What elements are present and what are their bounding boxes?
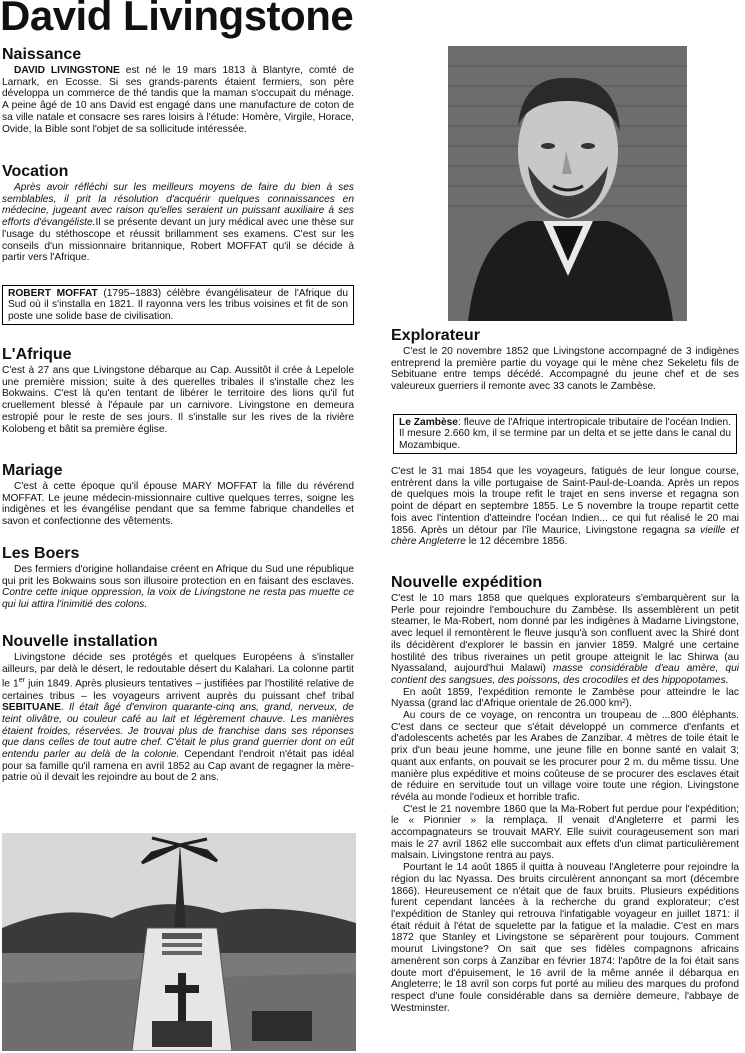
installation-sup: er <box>18 677 25 685</box>
section-installation <box>2 633 354 784</box>
installation-body-4: Cependant l'endroit n'était pas idéal pour sa famille qu'il ramena en avril 1852 au Cap avant de regagner la mère-patrie où il devait les rejoindre au bout de 2 ans. <box>2 749 354 784</box>
explorateur2-italic: sa vieille et chère Angleterre <box>391 524 739 548</box>
mariage-text: C'est à cette époque qu'il épouse MARY MOFFAT la fille du révérend MOFFAT. Le jeune médecin-missionnaire cultive quelques terres, soigne les indigènes et les évangélise pendant que sa femme fabrique chandelles et savon et confectionne des vêtements. <box>2 481 354 528</box>
zambese-text <box>399 417 731 451</box>
vocation-body: Il se présente devant un jury médical avec une thèse sur l'usage du stéthoscope et réussit brillamment ses examens. C'est sur les conseils d'un missionnaire britannique, Robert MOFFAT qu'il se décide à partir vers l'Afrique. <box>2 217 354 264</box>
zambese-body: : fleuve de l'Afrique intertropicale tributaire de l'océan Indien. Il mesure 2.660 km, il se termine par un delta et se jette dans le canal du Mozambique. <box>399 417 732 451</box>
zambese-name: Le Zambèse <box>399 417 458 428</box>
moffat-box <box>2 285 354 325</box>
zambese-box <box>393 414 737 454</box>
installation-bold: SEBITUANE <box>2 702 61 714</box>
moffat-name: ROBERT MOFFAT <box>8 288 98 299</box>
monument-photo <box>2 833 356 1051</box>
section-expedition <box>391 574 739 1014</box>
vocation-text <box>2 182 354 264</box>
expedition-p1 <box>391 593 739 687</box>
afrique-text: C'est à 27 ans que Livingstone débarque au Cap. Aussitôt il crée à Lepelole une première mission; suite à des querelles tribales il s'installe chez les Bokwains. C'est là qu'en tentant de libérer le territoire des lions qu'il fut cruellement blessé à l'épaule par un carnivore. Livingstone en demeura estropié pour le reste de ses jours. Il s'installe sur les rives de la rivière Kolobeng et bâtit sa première église. <box>2 365 354 435</box>
heading-vocation: Vocation <box>2 163 69 180</box>
monument-illustration <box>2 833 356 1051</box>
page-title: David Livingstone <box>0 0 354 39</box>
installation-italic: Il était âgé d'environ quarante-cinq ans, grand, nerveux, de teint olivâtre, ou couleur café au lait et légèrement chauve. Les manières étaient froides, réservées. Je trouvai plus de franchise dans ses réponses que dans celles de tout autre chef. C'était le plus grand guerrier dont on eût entendu parler au delà de la colonie. <box>2 702 354 761</box>
heading-naissance: Naissance <box>2 46 82 63</box>
installation-body-1: Livingstone décide ses protégés et quelques Européens à s'installer ailleurs, par delà le désert, le redoutable désert du Kalahari. La colonne partit le 1 <box>2 652 354 690</box>
naissance-body: est né le 19 mars 1813 à Blantyre, comté de Larnark, en Ecosse. Si ses grands-parents étaient fermiers, son père développa un commerce de thé tandis que la maman s'occupait du ménage. A peine âgé de 10 ans David est engagé dans une manufacture de coton de sa ville natale et consacre ses rares loisirs à l'étude: Homère, Virgile, Horace, Ovide, la Bible sont l'objet de sa sollicitude intéressée. <box>2 65 355 135</box>
portrait-image <box>448 46 687 321</box>
expedition-p4: C'est le 21 novembre 1860 que la Ma-Robert fut perdue pour l'expédition; le « Pionnier » la remplaça. Il venait d'Angleterre et parmi les accompagnateurs se trouvait MARY. Elle suivit courageusement son mari mais le 27 avril 1862 elle succombait aux effets d'un climat particulièrement malsain. Livingstone rentra au pays. <box>391 803 739 862</box>
explorateur2-body-1: C'est le 31 mai 1854 que les voyageurs, fatigués de leur longue course, entrèrent dans la ville portugaise de Saint-Paul-de-Loanda. Après un repos de quelques mois la troupe refit le trajet en sens inverse et regagna son point de départ en septembre 1855. Le 5 novembre la troupe repartit cette fois avec l'intention d'atteindre l'océan Indien... ce qui fut réalisé le 20 mai 1856. Après un détour par l'île Maurice, Livingstone regagna <box>391 466 739 536</box>
expedition-p5: Pourtant le 14 août 1865 il quitta à nouveau l'Angleterre pour rejoindre la région du lac Nyassa. Des bruits circulèrent annonçant sa mort (décembre 1866). Heureusement ce n'était que de faux bruits. Plusieurs expéditions furent cependant lancées à la recherche du grand explorateur; c'est l'expédition de Stanley qui retrouva l'infatigable voyageur en juillet 1871: il était réduit à l'état de squelette par la fatigue et la maladie. C'est en mars 1872 que Stanley et Livingstone se séparèrent pour toujours. Comment mourut Livingstone? On sait que ses fidèles compagnons africains amenèrent son corps à Zanzibar en février 1874: l'apôtre de la foi était sans doute mort d'épuisement, le 16 avril de la même année il débarqua en Angleterre; le 18 avril son corps fut porté au milieu des marques du profond respect d'une foule considérable dans sa dernière demeure, l'abbaye de Westminster. <box>391 862 739 1014</box>
boers-body: Des fermiers d'origine hollandaise créent en Afrique du Sud une république qui prit les Bokwains sous son illusoire protection en en faisant des esclaves. <box>2 564 354 587</box>
heading-expedition: Nouvelle expédition <box>391 574 543 591</box>
section-mariage <box>2 462 354 528</box>
expedition-p3: Au cours de ce voyage, on rencontra un troupeau de ...800 éléphants. C'est dans ce secteur que s'était développé un commerce d'enfants et d'adolescents achetés par les Arabes de Zanzibar. 4 mètres de toile était le prix d'un beau jeune homme, une jeune fille en bonne santé en valait 3; quant aux enfants, on pouvait se les procurer pour 2 m. du même tissu. Une manière plus expéditive et moins coûteuse de se procurer des esclaves était de réduire en servitude tout un village voire toute une région. Livingstone révéla au monde l'odieux et horrible trafic. <box>391 710 739 803</box>
explorateur2-text <box>391 466 739 548</box>
expedition-p1-body: C'est le 10 mars 1858 que quelques explorateurs s'embarquèrent sur la Perle pour rejoindre l'embouchure du Zambèse. Ils assemblèrent un petit steamer, le Ma-Robert, nom donné par les indigènes à Madame Livingstone, avec lequel il remontèrent le fleuve jusqu'à son confluent avec la Shiré dont ils décidèrent d'explorer le bassin en janvier 1859. Malgré une certaine hostilité des tribus riveraines un petit groupe atteignit le lac Shirwa (au Nyassaland, aujourd'hui Malawi) <box>391 593 739 675</box>
explorateur-text: C'est le 20 novembre 1852 que Livingstone accompagné de 3 indigènes entreprend la première partie du voyage qui le mène chez Sekeletu fils de Sebituane entre temps décédé. Accompagné du jeune chef et de ses valeureux guerriers il remonte avec 33 canots le Zambèse. <box>391 346 739 393</box>
vocation-italic: Après avoir réfléchi sur les meilleurs moyens de faire du bien à ses semblables, il prit la résolution d'acquérir quelques connaissances en médecine, jugeant avec raison qu'elles seraient un puissant auxiliaire à ses efforts d'évangéliste. <box>2 182 354 229</box>
moffat-body: (1795–1883) célèbre évangélisateur de l'Afrique du Sud où il s'installa en 1821. Il rayonna vers les tribus voisines et fit de son poste une solide base de civilisation. <box>8 288 348 322</box>
heading-boers: Les Boers <box>2 545 80 562</box>
heading-installation: Nouvelle installation <box>2 633 158 650</box>
heading-explorateur: Explorateur <box>391 327 480 344</box>
installation-text <box>2 652 354 784</box>
expedition-p1-italic: masse considérable d'eau amère, qui contient des sangsues, des poissons, des crocodiles et des hippopotames. <box>391 663 739 686</box>
section-afrique <box>2 346 354 435</box>
portrait-illustration <box>448 46 687 321</box>
installation-body-2: juin 1849. Après plusieurs tentatives – justifiées par l'hostilité relative de certaines tribus – les voyageurs arrivent auprès du puissant chef tribal <box>2 678 354 702</box>
section-explorateur-cont <box>391 466 739 548</box>
boers-italic: Contre cette inique oppression, la voix de Livingstone ne resta pas muette ce qui lui attira l'inimitié des colons. <box>2 587 354 611</box>
boers-text <box>2 564 354 611</box>
section-boers <box>2 545 354 611</box>
section-naissance <box>2 46 354 135</box>
naissance-name: DAVID LIVINGSTONE <box>14 65 120 76</box>
heading-mariage: Mariage <box>2 462 63 479</box>
explorateur2-body-2: le 12 décembre 1856. <box>465 536 568 548</box>
section-explorateur <box>391 327 739 393</box>
section-vocation <box>2 163 354 264</box>
expedition-p2: En août 1859, l'expédition remonte le Zambèse pour atteindre le lac Nyassa (grand lac d'Afrique orientale de 26.000 km²). <box>391 686 739 710</box>
moffat-text <box>8 288 348 322</box>
installation-body-3: . <box>60 702 69 714</box>
naissance-text <box>2 65 354 135</box>
heading-afrique: L'Afrique <box>2 346 72 363</box>
